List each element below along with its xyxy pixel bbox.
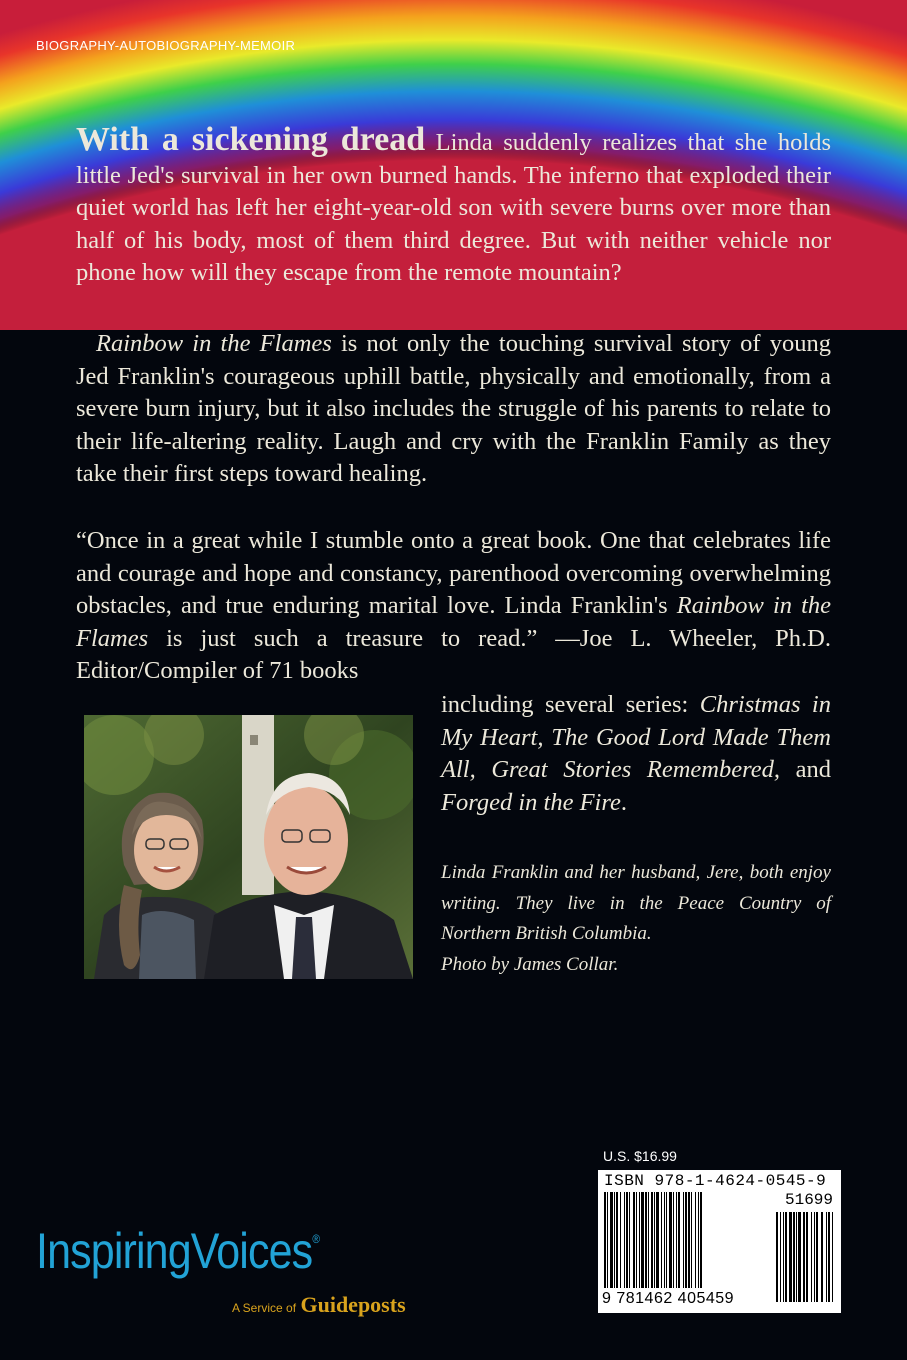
quote-end: . (620, 788, 627, 816)
quote-series-2: Forged in the Fire (441, 788, 621, 816)
blurb-p1-text: Linda suddenly realizes that she holds little Jed's survival in her own burned hands. The inferno that exploded their quiet world has left her eight-year-old son with severe burns over more than half of his body, most of them third degree. But with neither vehicle nor phone how will they escape from the remote mountain? (76, 129, 832, 286)
publisher-tagline: A Service of Guideposts (232, 1292, 406, 1317)
quote-cont-prefix: including several series: (441, 691, 700, 718)
quote-and: and (780, 756, 831, 783)
isbn-barcode (598, 1170, 841, 1313)
endorsement-continuation (441, 689, 831, 819)
quote-series-1: Christmas in My Heart, The Good Lord Made Them All, Great Stories Remembered, (441, 691, 831, 783)
quote-book-title: Rainbow in the Flames (76, 592, 832, 652)
blurb-paragraph-2 (76, 328, 831, 491)
blurb-paragraph-1 (76, 121, 832, 290)
blurb-p2-text: is not only the touching survival story of young Jed Franklin's courageous uphill battle, physically and emotionally, from a severe burn injury, but it also includes the struggle of his parents to relate to their life-altering reality. Laugh and cry with the Franklin Family as they take their first steps toward healing. (76, 330, 831, 487)
endorsement-quote (76, 525, 831, 688)
publisher-logo (36, 1222, 406, 1317)
isbn-number: ISBN 978-1-4624-0545-9 (604, 1172, 827, 1190)
caption-text: Linda Franklin and her husband, Jere, both enjoy writing. They live in the Peace Country of Northern British Columbia. (441, 862, 831, 944)
publisher-name: InspiringVoices® (36, 1223, 320, 1279)
photo-caption (441, 858, 831, 980)
quote-part-2: is just such a treasure to read.” —Joe L. Wheeler, Ph.D. Editor/Compiler of 71 books (76, 624, 831, 684)
book-title: Rainbow in the Flames (96, 330, 332, 357)
blurb-lead: With a sickening dread (76, 121, 426, 158)
photo-credit: Photo by James Collar. (441, 953, 619, 975)
price-code: 51699 (784, 1191, 833, 1209)
quote-part-1: “Once in a great while I stumble onto a great book. One that celebrates life and courage and hope and constancy, parenthood overcoming overwhelming obstacles, and true enduring marital love. Linda Franklin's (76, 527, 831, 619)
genre-label: BIOGRAPHY-AUTOBIOGRAPHY-MEMOIR (36, 38, 296, 53)
author-photo (84, 715, 413, 979)
barcode-number: 9 781462 405459 (602, 1290, 735, 1307)
price-label: U.S. $16.99 (603, 1148, 677, 1164)
guideposts-wordmark: Guideposts (300, 1292, 406, 1317)
